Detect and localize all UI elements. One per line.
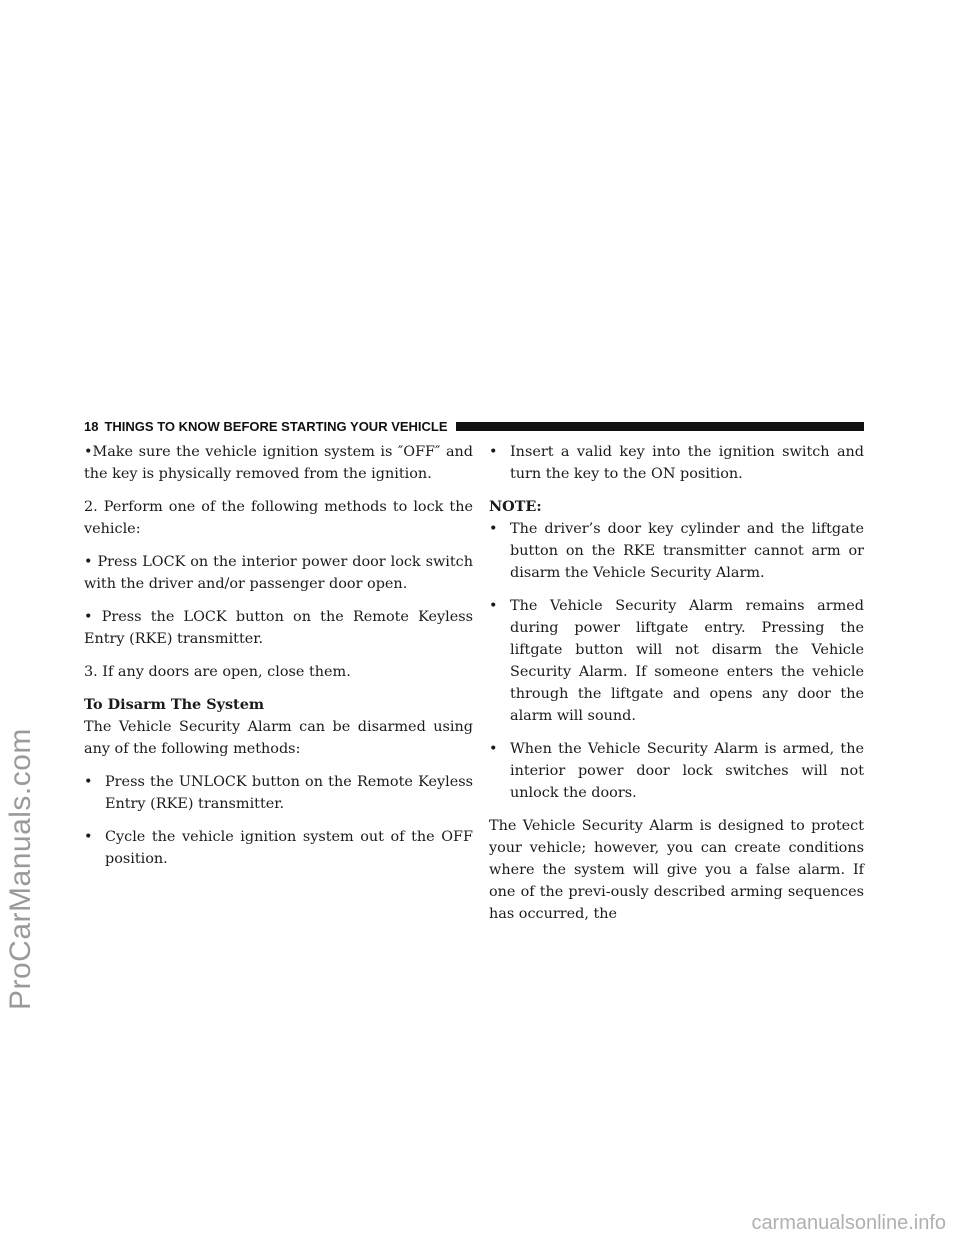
bullet-glyph: • <box>489 598 498 614</box>
list-item-text: Press the UNLOCK button on the Remote Keyless Entry (RKE) transmitter. <box>105 774 473 812</box>
bullet-glyph: • <box>489 444 498 460</box>
left-column <box>84 441 473 881</box>
list-item-text: When the Vehicle Security Alarm is armed, the interior power door lock switches will not unlock the doors. <box>510 741 864 801</box>
note-label: NOTE: <box>489 498 542 515</box>
list-item-text: Insert a valid key into the ignition switch and turn the key to the ON position. <box>510 444 864 482</box>
list-item <box>84 551 473 595</box>
paragraph-lock-methods: 2. Perform one of the following methods to lock the vehicle: <box>84 499 473 537</box>
list-item <box>489 441 864 485</box>
list-item-text: The Vehicle Security Alarm remains armed during power liftgate entry. Pressing the liftgate button will not disarm the Vehicle Security Alarm. If someone enters the vehicle through the liftgate and opens any door the alarm will sound. <box>510 598 864 724</box>
section-title: THINGS TO KNOW BEFORE STARTING YOUR VEHICLE <box>104 418 448 434</box>
bottom-watermark: carmanualsonline.info <box>751 1212 946 1234</box>
bullet-glyph: • <box>84 774 93 790</box>
paragraph-close-doors: 3. If any doors are open, close them. <box>84 664 351 680</box>
page-number: 18 <box>84 418 99 434</box>
list-item <box>84 606 473 650</box>
paragraph-ignition-off: •Make sure the vehicle ignition system is ″OFF″ and the key is physically removed from the ignition. <box>84 444 473 482</box>
right-column <box>489 441 864 936</box>
bullet-glyph: • <box>489 741 498 757</box>
list-item-text: Press the LOCK button on the Remote Keyless Entry (RKE) transmitter. <box>84 609 474 647</box>
bullet-glyph: • <box>489 521 498 537</box>
paragraph-disarm-intro: The Vehicle Security Alarm can be disarmed using any of the following methods: <box>84 719 473 757</box>
list-item-text: The driver’s door key cylinder and the liftgate button on the RKE transmitter cannot arm or disarm the Vehicle Security Alarm. <box>510 521 864 581</box>
side-watermark: ProCarManuals.com <box>4 728 37 1010</box>
bullet-glyph: • <box>84 829 93 845</box>
list-item <box>84 826 473 870</box>
header-rule <box>456 422 864 431</box>
bullet-glyph: • <box>84 554 93 570</box>
bullet-glyph: • <box>84 609 93 625</box>
paragraph-false-alarm: The Vehicle Security Alarm is designed to protect your vehicle; however, you can create conditions where the system will give you a false alarm. If one of the previ-ously described arming sequences has occurred, the <box>489 818 864 922</box>
list-item-text: Press LOCK on the interior power door lock switch with the driver and/or passenger door open. <box>84 554 473 592</box>
section-heading: To Disarm The System <box>84 696 265 713</box>
list-item-text: Cycle the vehicle ignition system out of the OFF position. <box>105 829 473 867</box>
list-item <box>84 771 473 815</box>
page-header <box>84 418 864 434</box>
list-item <box>489 595 864 727</box>
list-item <box>489 518 864 584</box>
list-item <box>489 738 864 804</box>
